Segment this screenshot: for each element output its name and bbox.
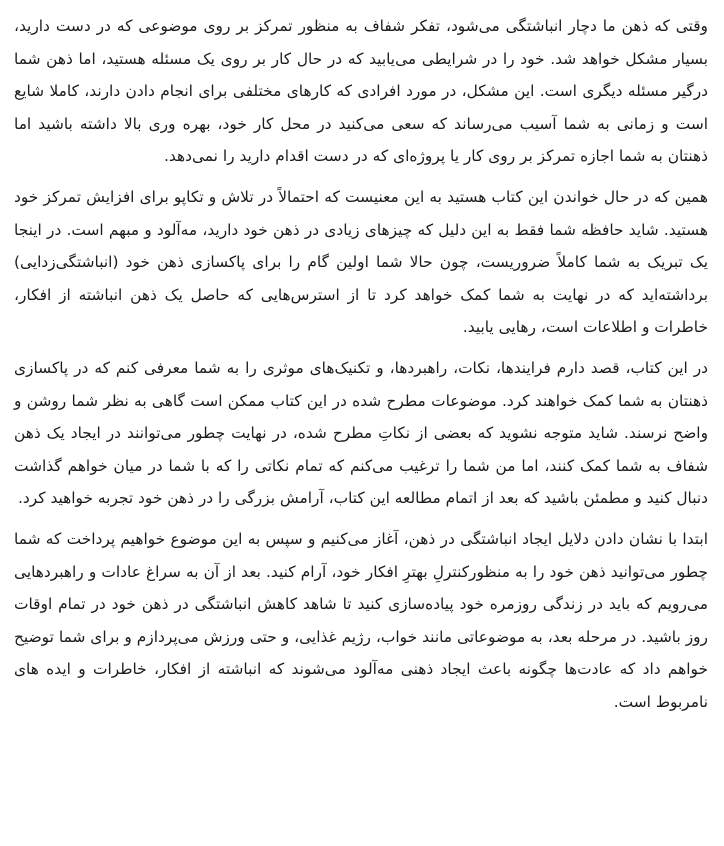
paragraph-1: وقتی که ذهن ما دچار انباشتگی می‌شود، تفکر شفاف به منظور تمرکز بر روی موضوعی که در دست دارید، بسیار مشکل خواهد شد. خود را در شرایطی می‌یابید که در حال کار بر روی یک مسئله هستید، اما ذهن شما درگیر مسئله دیگری است. این مشکل، در مورد افرادی که کارهای مختلفی برای انجام دادن دارند، کاملا شایع است و زمانی به شما آسیب می‌رساند که سعی می‌کنید در محل کار خود، بهره وری بالا داشته باشید اما ذهنتان به شما اجازه تمرکز بر روی کار یا پروژه‌ای که در دست اقدام دارید را نمی‌دهد. bbox=[14, 17, 708, 166]
paragraph-2: همین که در حال خواندن این کتاب هستید به این معنیست که احتمالاً در تلاش و تکاپو برای افزایش تمرکز خود هستید. شاید حافظه شما فقط به این دلیل که چیزهای زیادی در ذهن خود دارید، مه‌آلود و مبهم است. در اینجا یک تبریک به شما کاملاً ضروریست، چون حالا شما اولین گام را برای پاکسازی ذهن خود (انباشتگی‌زدایی) برداشته‌اید که در نهایت به شما کمک خواهد کرد تا از استرس‌هایی که حاصل یک ذهن انباشته از افکار، خاطرات و اطلاعات است، رهایی یابید. bbox=[14, 187, 708, 337]
paragraph-3: در این کتاب، قصد دارم فرایندها، نکات، راهبردها، و تکنیک‌های موثری را به شما معرفی کنم که در پاکسازی ذهنتان به شما کمک خواهند کرد. موضوعات مطرح شده در این کتاب ممکن است گاهی به نظر شما روشن و واضح نرسند. شاید متوجه نشوید که بعضی از نکاتِ مطرح شده، در نهایت چطور می‌توانند در ایجاد یک ذهن شفاف به شما کمک کنند، اما من شما را ترغیب می‌کنم که تمام نکاتی را که با شما در میان خواهم گذاشت دنبال کنید و مطمئن باشید که بعد از اتمام مطالعه این کتاب، آرامش بزرگی را در ذهن خود تجربه خواهید کرد. bbox=[14, 358, 708, 508]
paragraph-4: ابتدا با نشان دادن دلایل ایجاد انباشتگی در ذهن، آغاز می‌کنیم و سپس به این موضوع خواهیم پرداخت که شما چطور می‌توانید ذهن خود را به منظورکنترلِ بهترِ افکار خود، آرام کنید. بعد از آن به سراغ عادات و راهبردهایی می‌رویم که باید در زندگی روزمره خود پیاده‌سازی کنید تا شاهد کاهش انباشتگی در ذهن خود در تمام اوقات روز باشید. در مرحله بعد، به موضوعاتی مانند خواب، رژیم غذایی، و حتی ورزش می‌پردازم و برای شما توضیح خواهم داد که عادت‌ها چگونه باعث ایجاد ذهنی مه‌آلود می‌شوند که انباشته از افکار، خاطرات و ایده های نامربوط است. bbox=[14, 529, 708, 711]
